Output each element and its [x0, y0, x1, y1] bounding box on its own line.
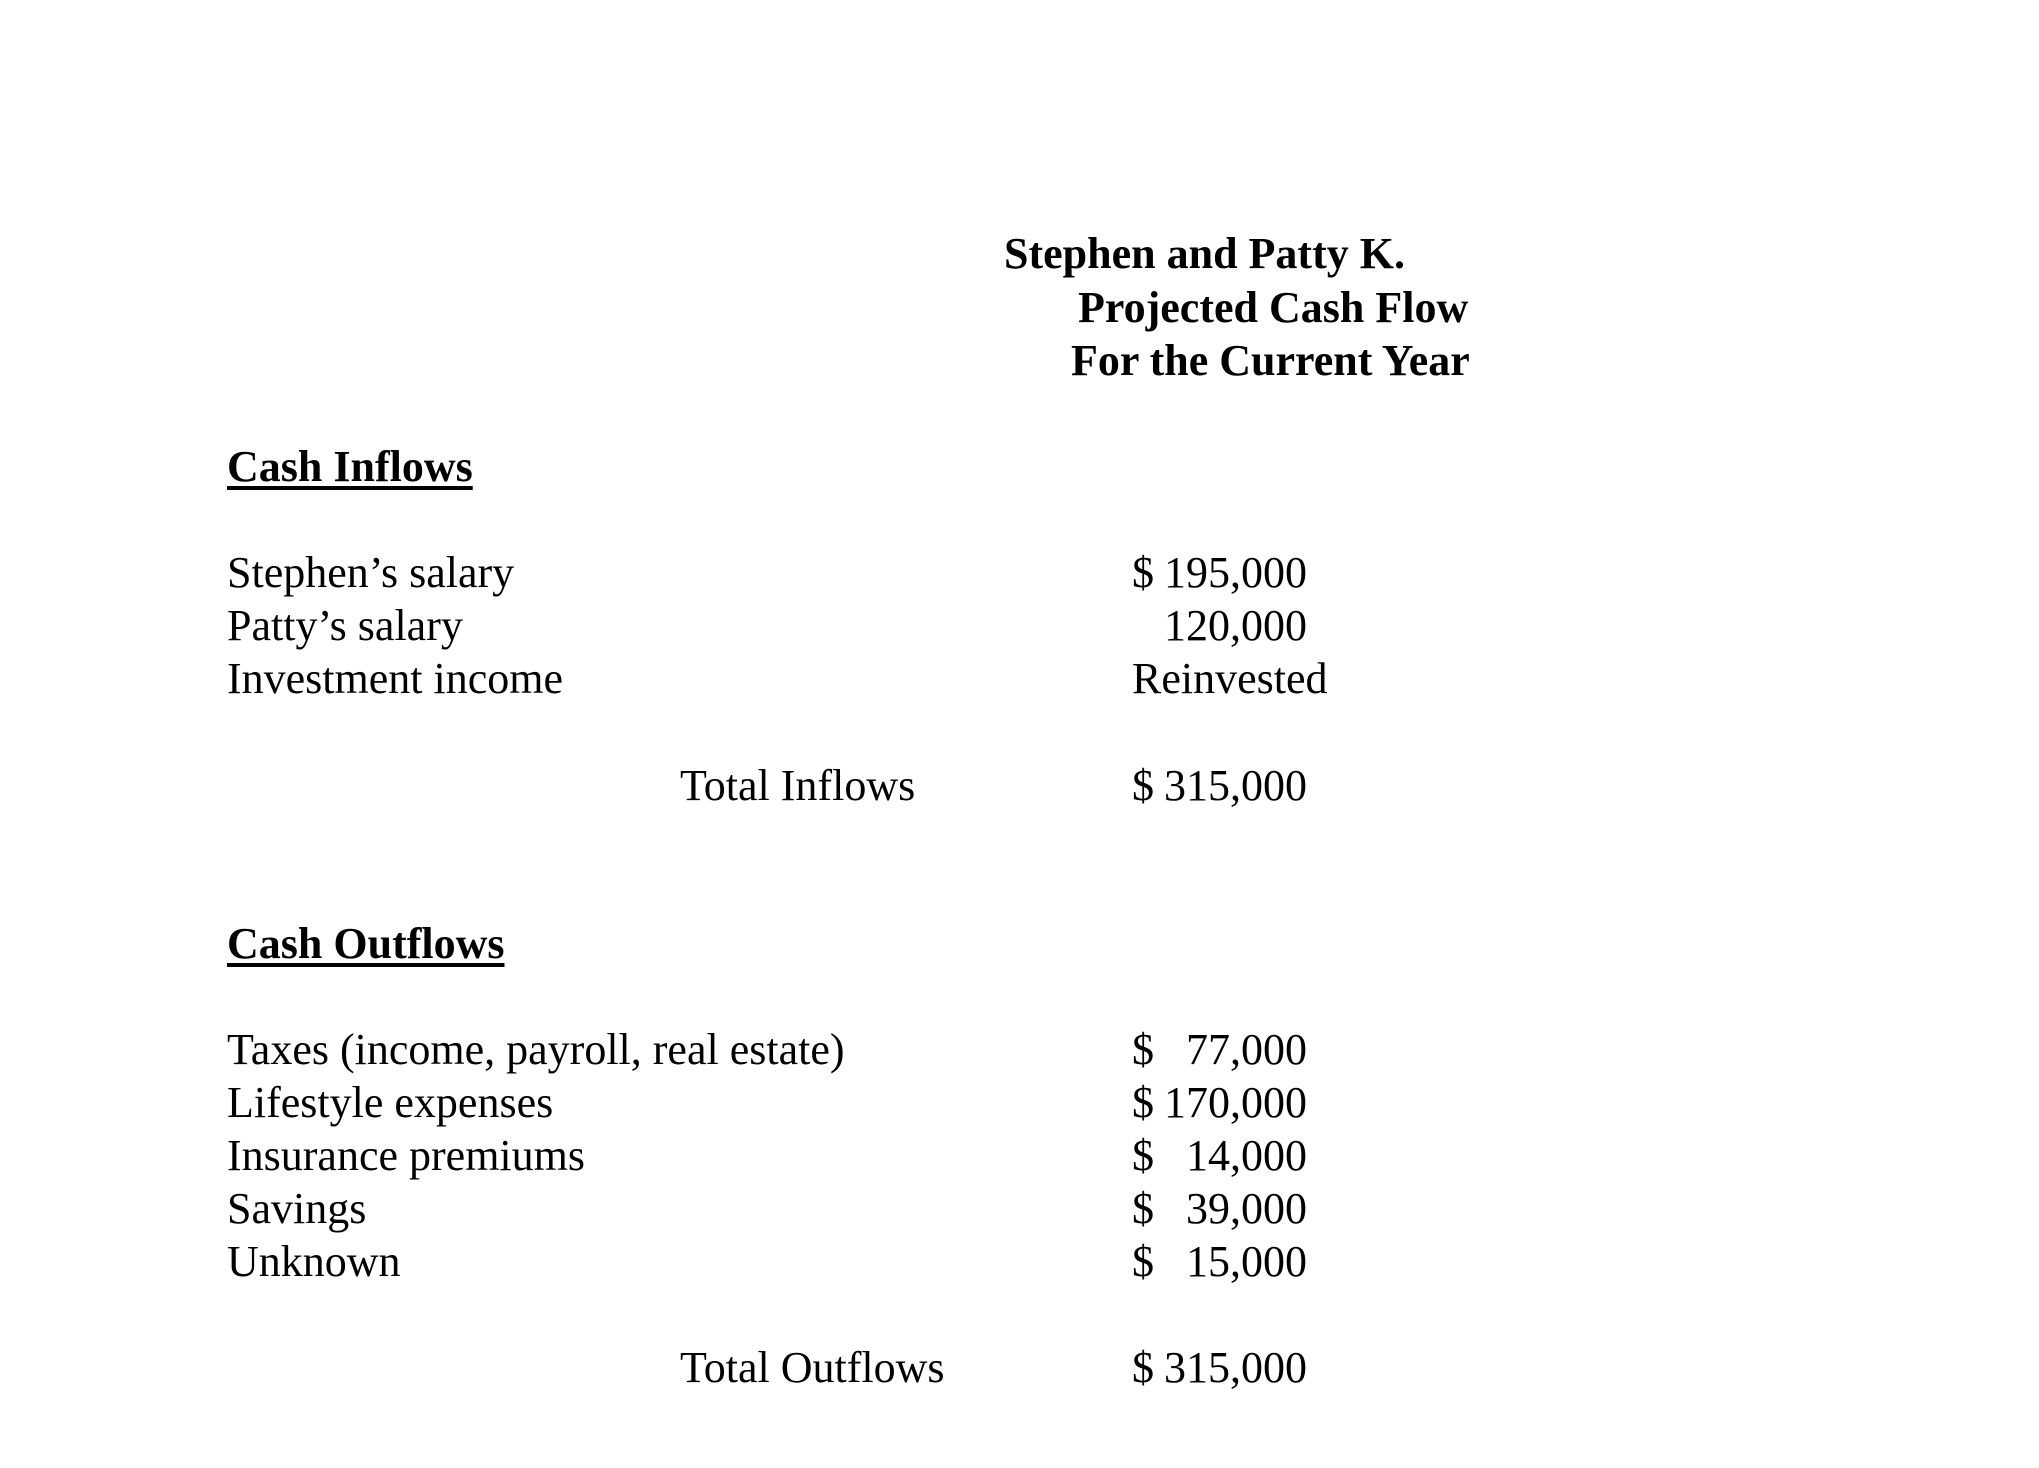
inflow-row [0, 600, 2039, 652]
currency-symbol: $ [1132, 1343, 1154, 1392]
currency-symbol: $ [1132, 548, 1154, 597]
inflow-label: Investment income [227, 654, 564, 703]
outflow-amount [1132, 1130, 1307, 1182]
inflows-total-row [0, 760, 2039, 812]
currency-symbol: $ [1132, 1237, 1154, 1286]
outflow-amount [1132, 1024, 1307, 1076]
amount-value: 15,000 [1186, 1237, 1307, 1286]
amount-value: 14,000 [1186, 1131, 1307, 1180]
outflow-label: Savings [227, 1184, 367, 1233]
outflows-total-row [0, 1342, 2039, 1394]
inflow-amount [1132, 600, 1307, 652]
currency-symbol: $ [1132, 1184, 1154, 1233]
total-outflows-amount [1132, 1342, 1307, 1394]
outflow-amount [1132, 1183, 1307, 1235]
amount-value: 315,000 [1164, 1343, 1307, 1392]
outflow-label: Unknown [227, 1237, 401, 1286]
outflow-row [0, 1236, 2039, 1288]
total-inflows-amount [1132, 760, 1307, 812]
report-subtitle: Projected Cash Flow [1078, 283, 1469, 332]
currency-symbol: $ [1132, 1025, 1154, 1074]
outflow-label: Taxes (income, payroll, real estate) [227, 1025, 845, 1074]
outflow-amount [1132, 1236, 1307, 1288]
total-inflows-label: Total Inflows [680, 761, 916, 810]
inflow-row [0, 547, 2039, 599]
inflow-label: Patty’s salary [227, 601, 463, 650]
outflow-row [0, 1130, 2039, 1182]
report-period: For the Current Year [1071, 336, 1470, 385]
amount-value: 120,000 [1164, 601, 1307, 650]
inflow-amount-text: Reinvested [1132, 654, 1328, 703]
outflow-row [0, 1183, 2039, 1235]
total-outflows-label: Total Outflows [680, 1343, 945, 1392]
outflows-heading: Cash Outflows [227, 919, 505, 968]
amount-value: 170,000 [1164, 1078, 1307, 1127]
inflow-row [0, 653, 2039, 705]
amount-value: 315,000 [1164, 761, 1307, 810]
inflows-heading: Cash Inflows [227, 442, 473, 491]
outflow-row [0, 1024, 2039, 1076]
inflow-label: Stephen’s salary [227, 548, 515, 597]
currency-symbol: $ [1132, 1078, 1154, 1127]
outflow-row [0, 1077, 2039, 1129]
amount-value: 77,000 [1186, 1025, 1307, 1074]
currency-symbol: $ [1132, 761, 1154, 810]
outflow-label: Insurance premiums [227, 1131, 585, 1180]
amount-value: 195,000 [1164, 548, 1307, 597]
currency-symbol: $ [1132, 1131, 1154, 1180]
inflow-amount [1132, 547, 1307, 599]
outflow-label: Lifestyle expenses [227, 1078, 554, 1127]
outflow-amount [1132, 1077, 1307, 1129]
report-title: Stephen and Patty K. [1004, 229, 1405, 278]
amount-value: 39,000 [1186, 1184, 1307, 1233]
